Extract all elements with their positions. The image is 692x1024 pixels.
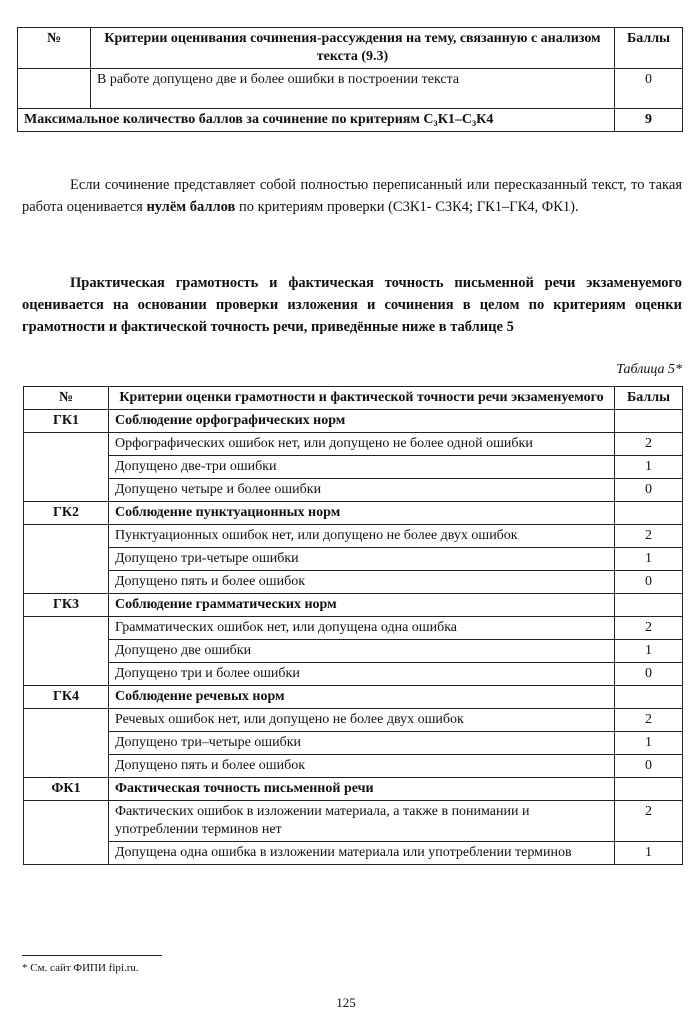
total-text: Максимальное количество баллов за сочинение по критериям С₃К1–С₃К4 — [18, 109, 615, 132]
criterion-text: Допущено три и более ошибки — [109, 663, 615, 686]
table-row — [24, 548, 683, 571]
points: 1 — [615, 842, 683, 865]
table-row — [24, 479, 683, 502]
points: 0 — [615, 69, 683, 109]
criterion-text: Допущено две-три ошибки — [109, 456, 615, 479]
table-row — [24, 732, 683, 755]
points: 2 — [615, 617, 683, 640]
criterion-title: Фактическая точность письменной речи — [109, 778, 615, 801]
paragraph-zero-points: Если сочинение представляет собой полностью переписанный или пересказанный текст, то такая работа оценивается нулём баллов по критериям проверки (С3К1- С3К4; ГК1–ГК4, ФК1). — [22, 177, 682, 215]
points: 1 — [615, 456, 683, 479]
criterion-text: Речевых ошибок нет, или допущено не более двух ошибок — [109, 709, 615, 732]
criterion-title: Соблюдение пунктуационных норм — [109, 502, 615, 525]
points: 2 — [615, 525, 683, 548]
criterion-text: Допущено четыре и более ошибки — [109, 479, 615, 502]
criterion-text: Допущено три–четыре ошибки — [109, 732, 615, 755]
criterion-text: Допущено пять и более ошибок — [109, 571, 615, 594]
literacy-criteria-table — [23, 386, 683, 865]
points: 1 — [615, 548, 683, 571]
criterion-title: Соблюдение речевых норм — [109, 686, 615, 709]
criterion-text: Допущено пять и более ошибок — [109, 755, 615, 778]
criteria-text: В работе допущено две и более ошибки в построении текста — [91, 69, 615, 109]
table-row — [24, 433, 683, 456]
group-row — [24, 686, 683, 709]
criterion-code: ФК1 — [24, 778, 109, 801]
criterion-code: ГК4 — [24, 686, 109, 709]
table-row — [24, 525, 683, 548]
criterion-text: Допущена одна ошибка в изложении материала или употреблении терминов — [109, 842, 615, 865]
criterion-title: Соблюдение грамматических норм — [109, 594, 615, 617]
criterion-text: Фактических ошибок в изложении материала, а также в понимании и употреблении терминов нет — [109, 801, 615, 842]
points: 0 — [615, 479, 683, 502]
points: 2 — [615, 709, 683, 732]
table-row — [24, 663, 683, 686]
header-num: № — [18, 28, 91, 69]
header-points: Баллы — [615, 28, 683, 69]
table-row — [24, 456, 683, 479]
criterion-code: ГК3 — [24, 594, 109, 617]
table-row — [24, 709, 683, 732]
criterion-title: Соблюдение орфографических норм — [109, 410, 615, 433]
footnote-divider — [22, 955, 162, 956]
table-row — [24, 640, 683, 663]
total-points: 9 — [615, 109, 683, 132]
criterion-text: Грамматических ошибок нет, или допущена одна ошибка — [109, 617, 615, 640]
group-row — [24, 410, 683, 433]
paragraph-literacy: Практическая грамотность и фактическая точность письменной речи экзаменуемого оценивается на основании проверки изложения и сочинения в целом по критериям оценки грамотности и фактической точность речи, приведённые ниже в таблице 5 — [22, 275, 682, 335]
points: 0 — [615, 755, 683, 778]
points: 2 — [615, 801, 683, 842]
table-row — [24, 842, 683, 865]
group-row — [24, 502, 683, 525]
table-row — [24, 617, 683, 640]
group-row — [24, 778, 683, 801]
criterion-text: Допущено две ошибки — [109, 640, 615, 663]
points: 0 — [615, 571, 683, 594]
header-criteria: Критерии оценки грамотности и фактической точности речи экзаменуемого — [109, 387, 615, 410]
criterion-text: Орфографических ошибок нет, или допущено не более одной ошибки — [109, 433, 615, 456]
page-number: 125 — [336, 995, 356, 1010]
table-caption: Таблица 5* — [616, 362, 682, 377]
criterion-code: ГК2 — [24, 502, 109, 525]
points: 1 — [615, 732, 683, 755]
header-criteria: Критерии оценивания сочинения-рассуждения на тему, связанную с анализом текста (9.3) — [91, 28, 615, 69]
header-points: Баллы — [615, 387, 683, 410]
footnote: * См. сайт ФИПИ fipi.ru. — [22, 962, 139, 974]
table-row — [24, 571, 683, 594]
points: 0 — [615, 663, 683, 686]
essay-criteria-table — [17, 27, 683, 132]
points: 2 — [615, 433, 683, 456]
criterion-code: ГК1 — [24, 410, 109, 433]
criterion-text: Пунктуационных ошибок нет, или допущено не более двух ошибок — [109, 525, 615, 548]
header-num: № — [24, 387, 109, 410]
group-row — [24, 594, 683, 617]
points: 1 — [615, 640, 683, 663]
table-row — [24, 801, 683, 842]
criterion-text: Допущено три-четыре ошибки — [109, 548, 615, 571]
table-row — [24, 755, 683, 778]
